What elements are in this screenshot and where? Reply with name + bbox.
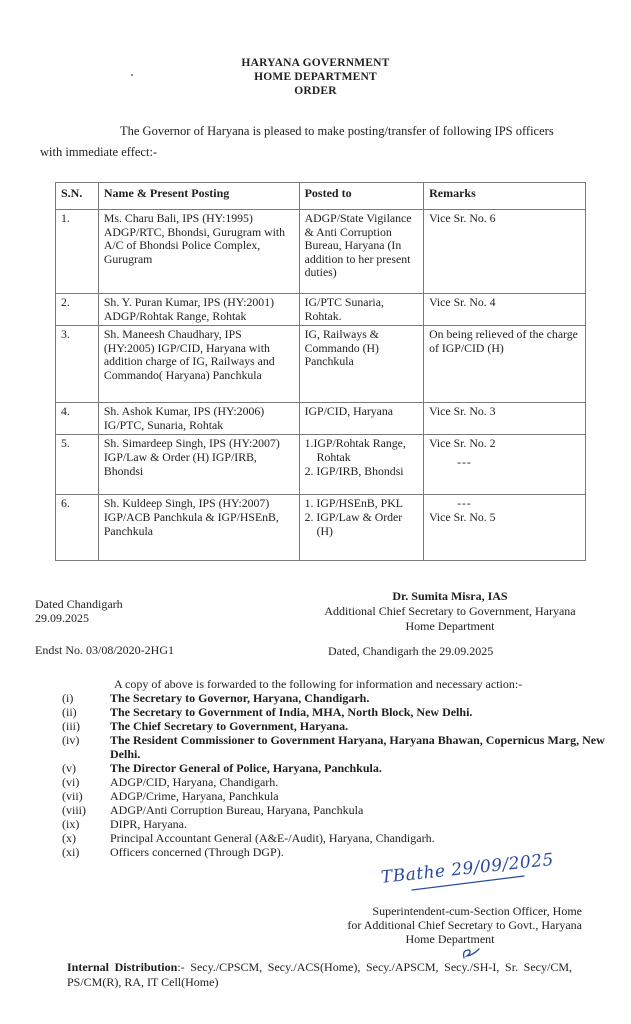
signatory-name: Dr. Sumita Misra, IAS — [392, 589, 508, 603]
list-item-number: (vii) — [62, 789, 83, 803]
list-item-text: The Chief Secretary to Government, Haryana. — [110, 719, 349, 733]
header-department: HOME DEPARTMENT — [254, 71, 377, 83]
col-header-remarks: Remarks — [424, 183, 586, 210]
intro-line-2: with immediate effect:- — [40, 145, 158, 159]
list-item-number: (viii) — [62, 803, 86, 817]
cell-remarks: Vice Sr. No. 3 — [424, 403, 586, 435]
cell-sn: 2. — [56, 294, 99, 326]
cell-sn: 1. — [56, 210, 99, 294]
cell-remarks: Vice Sr. No. 6 — [424, 210, 586, 294]
cell-posted-to: IG/PTC Sunaria, Rohtak. — [299, 294, 423, 326]
cell-posted-to — [299, 495, 423, 561]
list-item-number: (vi) — [62, 775, 80, 789]
list-item — [62, 705, 622, 719]
cell-sn: 5. — [56, 435, 99, 495]
table-row — [56, 495, 586, 561]
table-row — [56, 294, 586, 326]
cell-sn: 4. — [56, 403, 99, 435]
table-row — [56, 210, 586, 294]
list-item-text: ADGP/Anti Corruption Bureau, Haryana, Panchkula — [110, 803, 364, 817]
table-row — [56, 435, 586, 495]
list-item-number: (xi) — [62, 845, 80, 859]
dated-date: 29.09.2025 — [35, 611, 89, 625]
intro-line-1: The Governor of Haryana is pleased to make posting/transfer of following IPS officers — [120, 124, 554, 138]
table-row — [56, 403, 586, 435]
signatory-designation: Additional Chief Secretary to Government, Haryana — [324, 604, 576, 618]
posted-item: 2. IGP/IRB, Bhondsi — [304, 463, 404, 478]
col-header-posted-to: Posted to — [299, 183, 423, 210]
list-item-number: (ix) — [62, 817, 80, 831]
remark-item: --- — [457, 454, 472, 469]
list-item-number: (x) — [62, 831, 76, 845]
header-order-title: ORDER — [294, 85, 337, 97]
list-item — [62, 761, 622, 775]
internal-distribution-label: Internal Distribution — [67, 960, 178, 974]
posted-item: 1.IGP/Rohtak Range, — [304, 436, 406, 451]
list-item-text: ADGP/Crime, Haryana, Panchkula — [110, 789, 279, 803]
posted-item: Rohtak — [316, 449, 351, 464]
list-item-text: The Secretary to Governor, Haryana, Chandigarh. — [110, 691, 370, 705]
list-item — [62, 789, 622, 803]
list-item-number: (v) — [62, 761, 76, 775]
cell-remarks — [424, 495, 586, 561]
forward-list — [62, 691, 622, 859]
internal-distribution — [67, 960, 572, 990]
cell-posted-to: ADGP/State Vigilance & Anti Corruption Bureau, Haryana (In addition to her present duties) — [299, 210, 423, 294]
endorsement-number: Endst No. 03/08/2020-2HG1 — [35, 643, 174, 657]
list-item — [62, 831, 622, 845]
cell-name: Ms. Charu Bali, IPS (HY:1995) ADGP/RTC, Bhondsi, Gurugram with A/C of Bhondsi Police Complex, Gurugram — [98, 210, 299, 294]
posted-item: 1. IGP/HSEnB, PKL — [304, 496, 403, 511]
list-item-number: (iii) — [62, 719, 80, 733]
list-item-number: (ii) — [62, 705, 77, 719]
list-item-text: DIPR, Haryana. — [110, 817, 187, 831]
list-item — [62, 719, 622, 733]
cell-name: Sh. Y. Puran Kumar, IPS (HY:2001) ADGP/Rohtak Range, Rohtak — [98, 294, 299, 326]
list-item — [62, 775, 622, 789]
col-header-sn: S.N. — [56, 183, 99, 210]
cell-name: Sh. Maneesh Chaudhary, IPS (HY:2005) IGP/CID, Haryana with addition charge of IG, Railways and Commando( Haryana) Panchkula — [98, 326, 299, 403]
section-officer-department: Home Department — [405, 932, 495, 946]
cell-name: Sh. Kuldeep Singh, IPS (HY:2007) IGP/ACB Panchkula & IGP/HSEnB, Panchkula — [98, 495, 299, 561]
list-item — [62, 803, 622, 817]
cell-sn: 3. — [56, 326, 99, 403]
cell-sn: 6. — [56, 495, 99, 561]
section-officer-title: Superintendent-cum-Section Officer, Home — [372, 904, 582, 918]
cell-posted-to: IGP/CID, Haryana — [299, 403, 423, 435]
remark-item: --- — [457, 496, 472, 511]
cell-name: Sh. Simardeep Singh, IPS (HY:2007) IGP/Law & Order (H) IGP/IRB, Bhondsi — [98, 435, 299, 495]
cell-remarks — [424, 435, 586, 495]
list-item-text: Principal Accountant General (A&E-/Audit), Haryana, Chandigarh. — [110, 831, 435, 845]
endorsement-dated: Dated, Chandigarh the 29.09.2025 — [328, 644, 494, 658]
list-item-number: (iv) — [62, 733, 80, 747]
list-item — [62, 691, 622, 705]
cell-remarks: Vice Sr. No. 4 — [424, 294, 586, 326]
list-item-text: The Resident Commissioner to Government Haryana, Haryana Bhawan, Copernicus Marg, New Delhi. — [110, 733, 605, 761]
posted-item: 2. IGP/Law & Order — [304, 509, 403, 524]
section-officer-for: for Additional Chief Secretary to Govt., Haryana — [347, 918, 582, 932]
signatory-department: Home Department — [405, 619, 495, 633]
cell-posted-to — [299, 435, 423, 495]
forward-intro: A copy of above is forwarded to the following for information and necessary action:- — [114, 677, 523, 691]
transfer-table — [55, 182, 586, 561]
handwritten-signature: TBathe 29/09/2025 — [380, 849, 555, 888]
header-government: HARYANA GOVERNMENT — [241, 57, 390, 69]
list-item-number: (i) — [62, 691, 74, 705]
list-item-text: ADGP/CID, Haryana, Chandigarh. — [110, 775, 279, 789]
dated-place: Dated Chandigarh — [35, 597, 123, 611]
list-item — [62, 817, 622, 831]
list-item — [62, 733, 622, 761]
cell-posted-to: IG, Railways & Commando (H) Panchkula — [299, 326, 423, 403]
cell-name: Sh. Ashok Kumar, IPS (HY:2006) IG/PTC, Sunaria, Rohtak — [98, 403, 299, 435]
list-item-text: The Director General of Police, Haryana, Panchkula. — [110, 761, 382, 775]
remark-item: Vice Sr. No. 2 — [429, 436, 496, 451]
remark-item: Vice Sr. No. 5 — [429, 509, 496, 524]
order-intro — [40, 121, 600, 163]
col-header-name: Name & Present Posting — [98, 183, 299, 210]
posted-item: (H) — [316, 523, 333, 538]
cell-remarks: On being relieved of the charge of IGP/CID (H) — [424, 326, 586, 403]
list-item-text: Officers concerned (Through DGP). — [110, 845, 284, 859]
table-header-row — [56, 183, 586, 210]
internal-distribution-text: :- Secy./CPSCM, Secy./ACS(Home), Secy./APSCM, Secy./SH-I, Sr. Secy/CM, PS/CM(R), RA, IT Cell(Home) — [67, 960, 572, 989]
table-row — [56, 326, 586, 403]
list-item-text: The Secretary to Government of India, MHA, North Block, New Delhi. — [110, 705, 473, 719]
